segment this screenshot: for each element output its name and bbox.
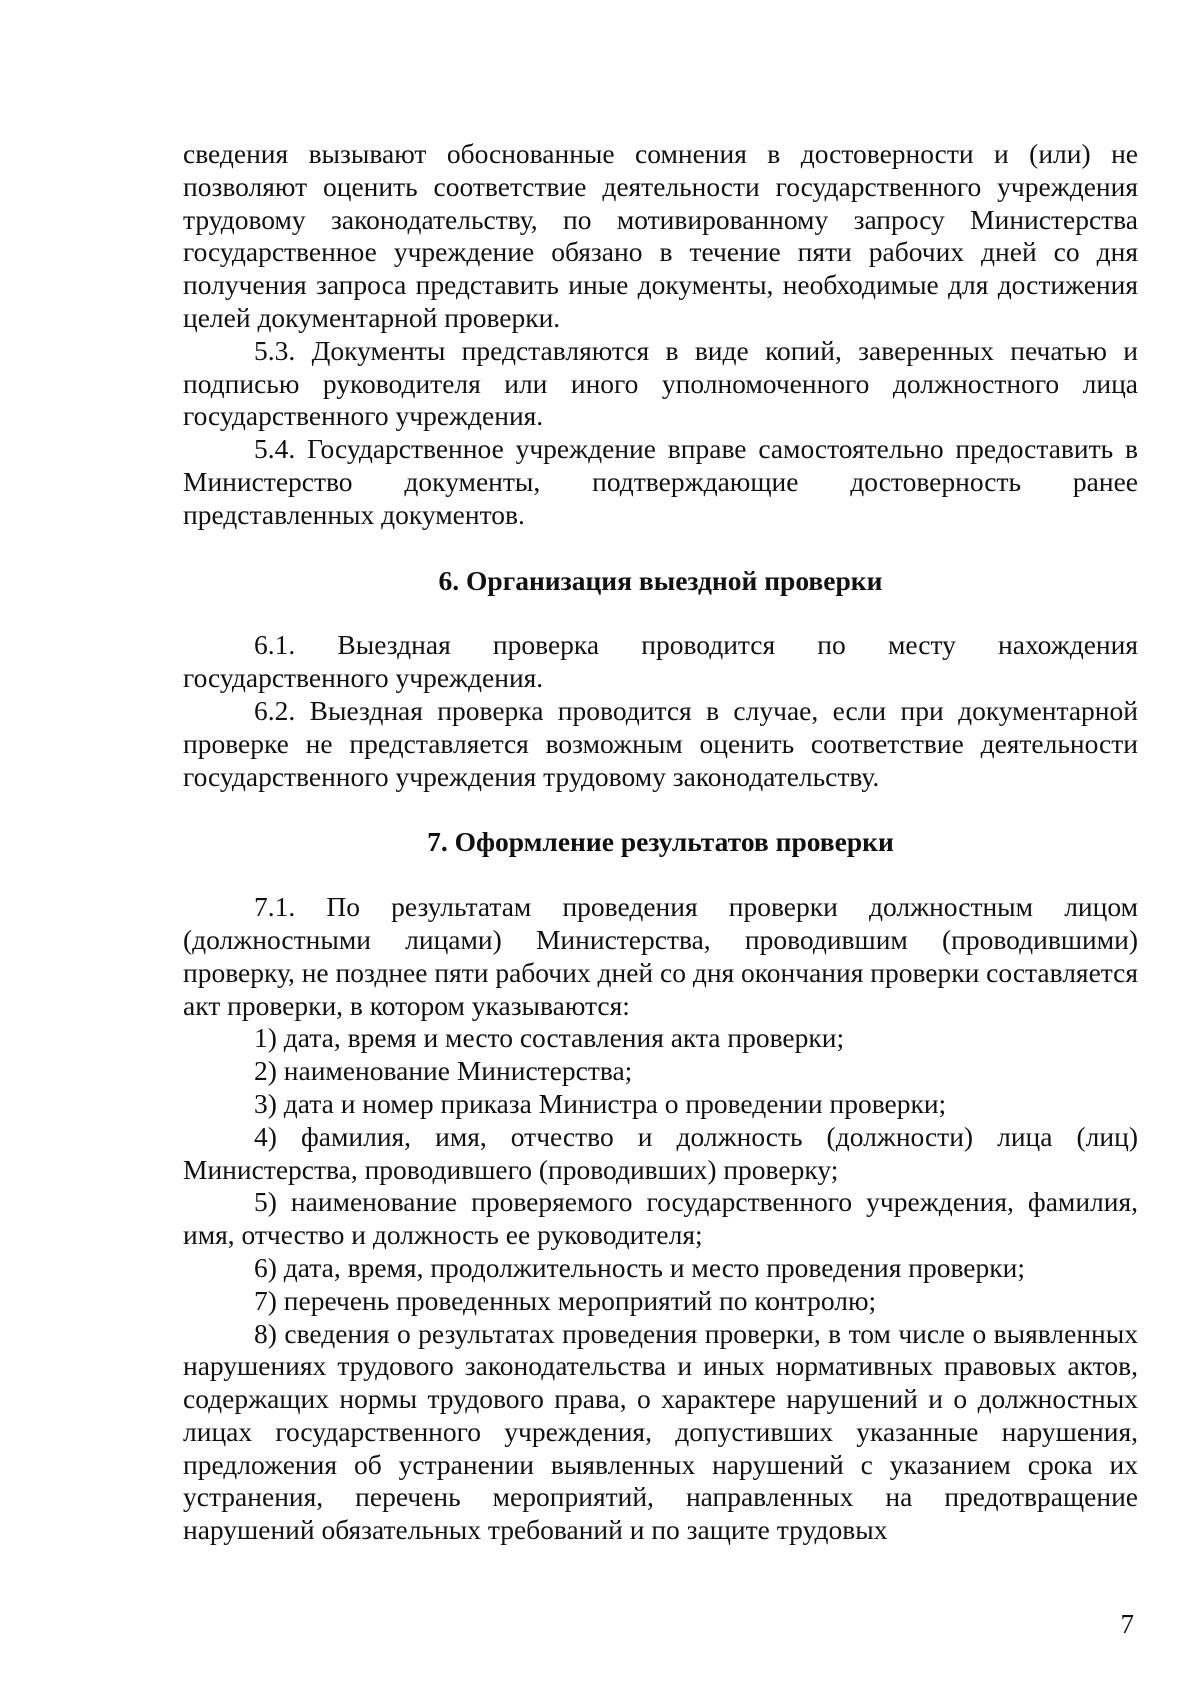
list-item-2: 2) наименование Министерства; [254, 1055, 633, 1087]
paragraph-5-4: 5.4. Государственное учреждение вправе самостоятельно предоставить в Министерство документы, подтверждающие достоверность ранее представленных документов. [183, 433, 1138, 530]
paragraph-6-1: 6.1. Выездная проверка проводится по месту нахождения государственного учреждения. [183, 629, 1138, 694]
list-item-1: 1) дата, время и место составления акта проверки; [254, 1022, 845, 1054]
document-page [183, 138, 1138, 1547]
list-item-5: 5) наименование проверяемого государственного учреждения, фамилия, имя, отчество и должность ее руководителя; [183, 1186, 1138, 1251]
section-7-heading: 7. Оформление результатов проверки [427, 826, 894, 858]
list-item-4: 4) фамилия, имя, отчество и должность (должности) лица (лиц) Министерства, проводившего (проводивших) проверку; [183, 1120, 1138, 1185]
list-item-6: 6) дата, время, продолжительность и место проведения проверки; [254, 1251, 1025, 1283]
list-item-3: 3) дата и номер приказа Министра о проведении проверки; [254, 1087, 947, 1119]
paragraph-6-2: 6.2. Выездная проверка проводится в случае, если при документарной проверке не представляется возможным оценить соответствие деятельности государственного учреждения трудовому законодательству. [183, 694, 1138, 792]
paragraph-continuation: сведения вызывают обоснованные сомнения в достоверности и (или) не позволяют оценить соответствие деятельности государственного учреждения трудовому законодательству, по мотивированному запросу Министерства государственное учреждение обязано в течение пяти рабочих дней со дня получения запроса представить иные документы, необходимые для достижения целей документарной проверки. [183, 138, 1138, 333]
paragraph-5-3: 5.3. Документы представляются в виде копий, заверенных печатью и подписью руководителя или иного уполномоченного должностного лица государственного учреждения. [183, 334, 1138, 432]
list-item-7: 7) перечень проведенных мероприятий по контролю; [254, 1284, 877, 1316]
page-number: 7 [1120, 1609, 1134, 1639]
list-item-8: 8) сведения о результатах проведения проверки, в том числе о выявленных нарушениях трудового законодательства и иных нормативных правовых актов, содержащих нормы трудового права, о характере нарушений и о должностных лицах государственного учреждения, допустивших указанные нарушения, предложения об устранении выявленных нарушений с указанием срока их устранения, перечень мероприятий, направленных на предотвращение нарушений обязательных требований и по защите трудовых [183, 1317, 1138, 1546]
paragraph-7-1: 7.1. По результатам проведения проверки должностным лицом (должностными лицами) Министерства, проводившим (проводившими) проверку, не позднее пяти рабочих дней со дня окончания проверки составляется акт проверки, в котором указываются: [183, 891, 1138, 1021]
section-6-heading: 6. Организация выездной проверки [438, 564, 883, 596]
